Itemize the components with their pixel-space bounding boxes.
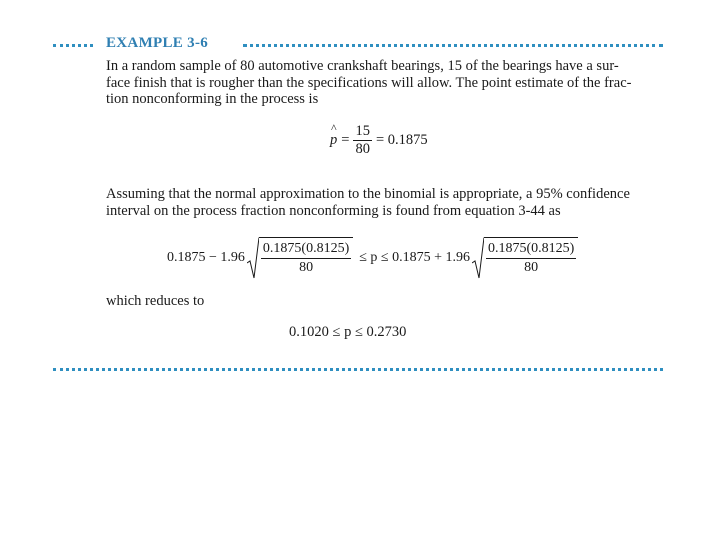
equals-sign: = [341, 132, 350, 148]
text-line: interval on the process fraction nonconforming is found from equation 3-44 as [106, 202, 561, 219]
text-line: Assuming that the normal approximation to the binomial is appropriate, a 95% confidence [106, 186, 630, 202]
assumption-paragraph [106, 186, 666, 219]
decorative-dotted-rule-bottom [53, 368, 663, 371]
estimate-result: = 0.1875 [375, 132, 428, 148]
fraction [353, 123, 372, 158]
text-line: which reduces to [106, 293, 205, 309]
decorative-dotted-rule-right [243, 44, 663, 47]
example-title: EXAMPLE 3-6 [106, 35, 209, 51]
ci-middle-term: ≤ p ≤ 0.1875 + 1.96 [359, 250, 470, 265]
intro-paragraph [106, 58, 666, 108]
ci-left-term: 0.1875 − 1.96 [167, 250, 245, 265]
confidence-interval-equation [167, 237, 578, 279]
radicand-denominator: 80 [261, 258, 351, 277]
text-line: tion nonconforming in the process is [106, 91, 319, 107]
decorative-dotted-rule-left [53, 44, 93, 47]
fraction-denominator: 80 [355, 141, 370, 157]
point-estimate-equation [330, 123, 428, 158]
square-root-right [472, 237, 578, 279]
reduces-paragraph [106, 293, 666, 310]
square-root-left [247, 237, 353, 279]
radical-sign-icon [472, 237, 484, 279]
text-line: In a random sample of 80 automotive crankshaft bearings, 15 of the bearings have a sur- [106, 58, 619, 74]
text-line: face finish that is rougher than the specifications will allow. The point estimate of the frac- [106, 74, 632, 91]
result-equation: 0.1020 ≤ p ≤ 0.2730 [289, 324, 407, 340]
fraction-numerator: 15 [355, 123, 370, 139]
radicand-numerator: 0.1875(0.8125) [488, 241, 575, 256]
radical-sign-icon [247, 237, 259, 279]
radicand-denominator: 80 [486, 258, 576, 277]
p-hat-symbol: ^ p [330, 132, 337, 149]
radicand-numerator: 0.1875(0.8125) [262, 241, 350, 256]
